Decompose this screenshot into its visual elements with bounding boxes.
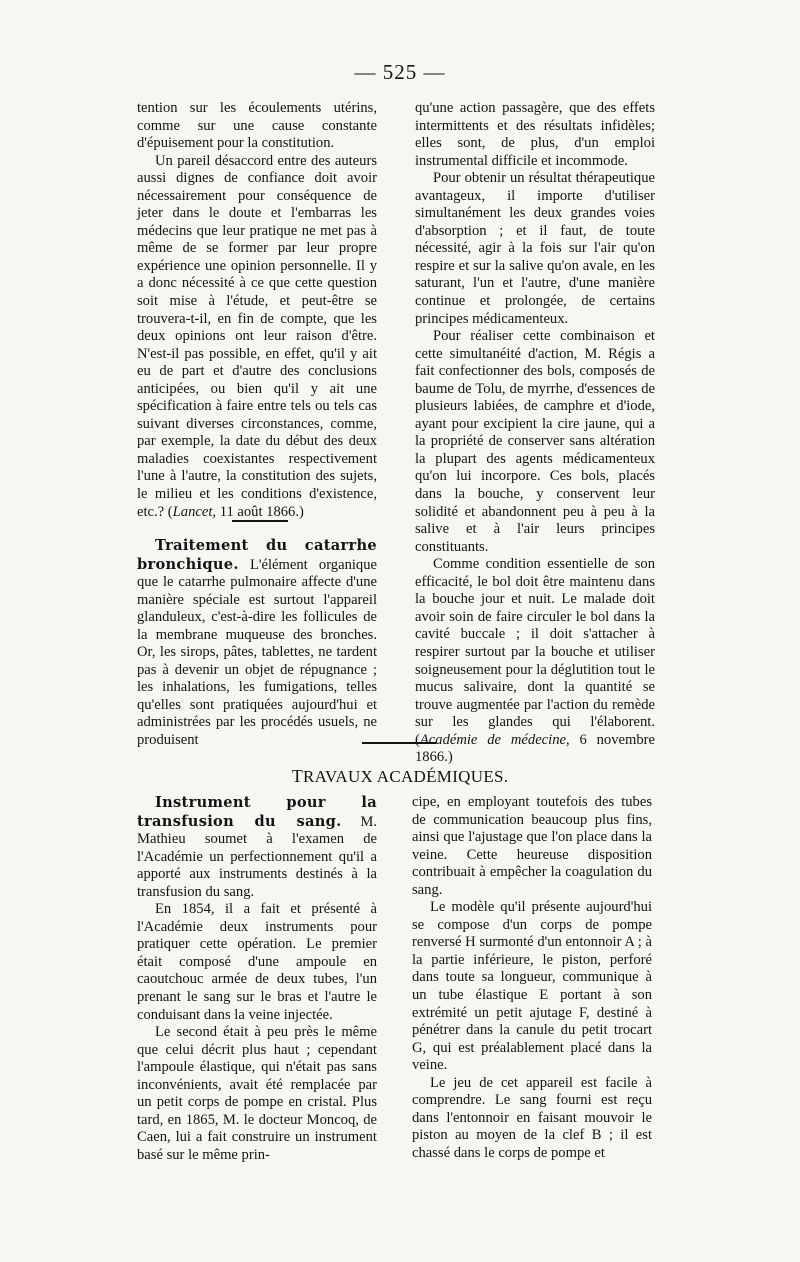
source-citation: Lancet xyxy=(172,503,213,520)
paragraph xyxy=(137,153,377,521)
left-column-bottom xyxy=(137,794,377,1164)
paragraph: Le jeu de cet appareil est facile à comprendre. Le sang fourni est reçu dans l'entonnoir en faisant mouvoir le piston au moyen de la clef B ; il est chassé dans le corps de pompe et xyxy=(412,1074,652,1161)
paragraph: En 1854, il a fait et présenté à l'Académie deux instruments pour pratiquer cette opération. Le premier était composé d'une ampoule en caoutchouc armée de deux tubes, l'un prenant le sang sur le bras et l'autre le conduisant dans la veine injectée. xyxy=(137,901,377,1023)
section-title xyxy=(0,766,800,787)
paragraph-text: L'élément organique que le catarrhe pulmonaire affecte d'une manière spéciale est surtout l'appareil glanduleux, c'est-à-dire les follicules de la membrane muqueuse des bronches. Or, les sirops, pâtes, tablettes, ne tardent pas à devenir un objet de répugnance ; les inhalations, les fumigations, telles qu'elles sont pratiquées aujourd'hui et administrées par les procédés usuels, ne produisent xyxy=(137,556,377,749)
section-title-rest: RAVAUX ACADÉMIQUES. xyxy=(302,767,509,786)
paragraph xyxy=(415,556,655,767)
separator-rule xyxy=(362,742,436,744)
left-column-top xyxy=(137,100,377,521)
article-headline: Traitement du catarrhe bronchique. xyxy=(137,537,377,573)
paragraph: Pour obtenir un résultat thérapeutique avantageux, il importe d'utiliser simultanément les deux grandes voies d'absorption ; et il faut, de toute nécessité, agir à la fois sur l'air qu'on respire et sur la salive qu'on avale, en les saturant, l'un et l'autre, d'une manière continue et prolongée, de certains principes médicamenteux. xyxy=(415,170,655,327)
separator-rule xyxy=(232,520,288,522)
paragraph: Le second était à peu près le même que celui décrit plus haut ; cependant l'ampoule élastique, qui n'était pas sans inconvénients, avait été remplacée par un petit corps de pompe en cristal. Plus tard, en 1865, M. le docteur Moncoq, de Caen, lui a fait construire un instrument basé sur le même prin- xyxy=(137,1024,377,1163)
paragraph: qu'une action passagère, que des effets intermittents et des résultats infidèles; elles sont, de plus, d'un emploi instrumental difficile et incommode. xyxy=(415,100,655,169)
right-column-top xyxy=(415,100,655,767)
paragraph-text: Un pareil désaccord entre des auteurs aussi dignes de confiance doit avoir nécessairement pour conséquence de jeter dans le doute et l'embarras les médecins que leur pratique ne met pas à même de se former par leur propre expérience une opinion personnelle. Il y a donc nécessité à ce que cette question soit mise à l'étude, et peut-être se trouvera-t-il, en fin de compte, que les deux opinions ont leur raison d'être. N'est-il pas possible, en effet, qu'il y ait eu de part et d'autre des conclusions anticipées, ou bien qu'il y ait une spécification à faire entre tels ou tels cas suivant diverses circonstances, comme, par exemple, la date du début des deux maladies coexistantes respectivement l'une à l'autre, la constitution des sujets, le milieu et les conditions d'existence, etc.? ( xyxy=(137,152,377,520)
paragraph-text: , 11 août 1866.) xyxy=(212,503,304,520)
right-column-bottom xyxy=(412,794,652,1162)
left-column-middle xyxy=(137,537,377,750)
paragraph-text: M. Mathieu soumet à l'examen de l'Académie un perfectionnement qu'il a apporté aux instruments destinés à la transfusion du sang. xyxy=(137,813,377,900)
page-number: — 525 — xyxy=(354,60,446,84)
paragraph: Pour réaliser cette combinaison et cette simultanéité d'action, M. Régis a fait confectionner des bols, composés de baume de Tolu, de myrrhe, d'essences de plusieurs labiées, de camphre et d'iode, ayant pour excipient la cire jaune, qui a la propriété de conserver sans altération la plupart des agents médicamenteux qu'on lui incorpore. Ces bols, placés dans la bouche, y conservent leur solidité et abandonnent peu à peu à la salive et à l'air leurs principes constituants. xyxy=(415,328,655,555)
paragraph-text: , 6 novembre 1866.) xyxy=(415,731,655,766)
article-headline: Instrument pour la transfusion du sang. xyxy=(137,794,377,830)
paragraph xyxy=(137,794,377,901)
source-citation: Académie de médecine xyxy=(419,731,566,748)
paragraph: tention sur les écoulements utérins, comme sur une cause constante d'épuisement pour la constitution. xyxy=(137,100,377,152)
section-title-initial: T xyxy=(291,766,303,786)
paragraph: cipe, en employant toutefois des tubes de communication beaucoup plus fins, ainsi que l'ajustage que l'on place dans la veine. Cette heureuse disposition contribuait à empêcher la coagulation du sang. xyxy=(412,794,652,898)
paragraph xyxy=(137,537,377,750)
paragraph-text: Comme condition essentielle de son efficacité, le bol doit être maintenu dans la bouche jour et nuit. Le malade doit avoir soin de faire circuler le bol dans la cavité buccale ; il doit s'attacher à respirer surtout par la bouche et utiliser soigneusement pour la déglutition tout le mucus salivaire, dont la quantité se trouve augmentée par l'action du remède sur les glandes qui l'élaborent. ( xyxy=(415,556,655,748)
paragraph: Le modèle qu'il présente aujourd'hui se compose d'un corps de pompe renversé H surmonté d'un entonnoir A ; à la partie inférieure, le piston, perforé dans toute sa longueur, communique à un tube élastique E portant à son extrémité un petit ajutage F, destiné à pénétrer dans la canule du petit trocart G, qui est préalablement placé dans la veine. xyxy=(412,899,652,1074)
